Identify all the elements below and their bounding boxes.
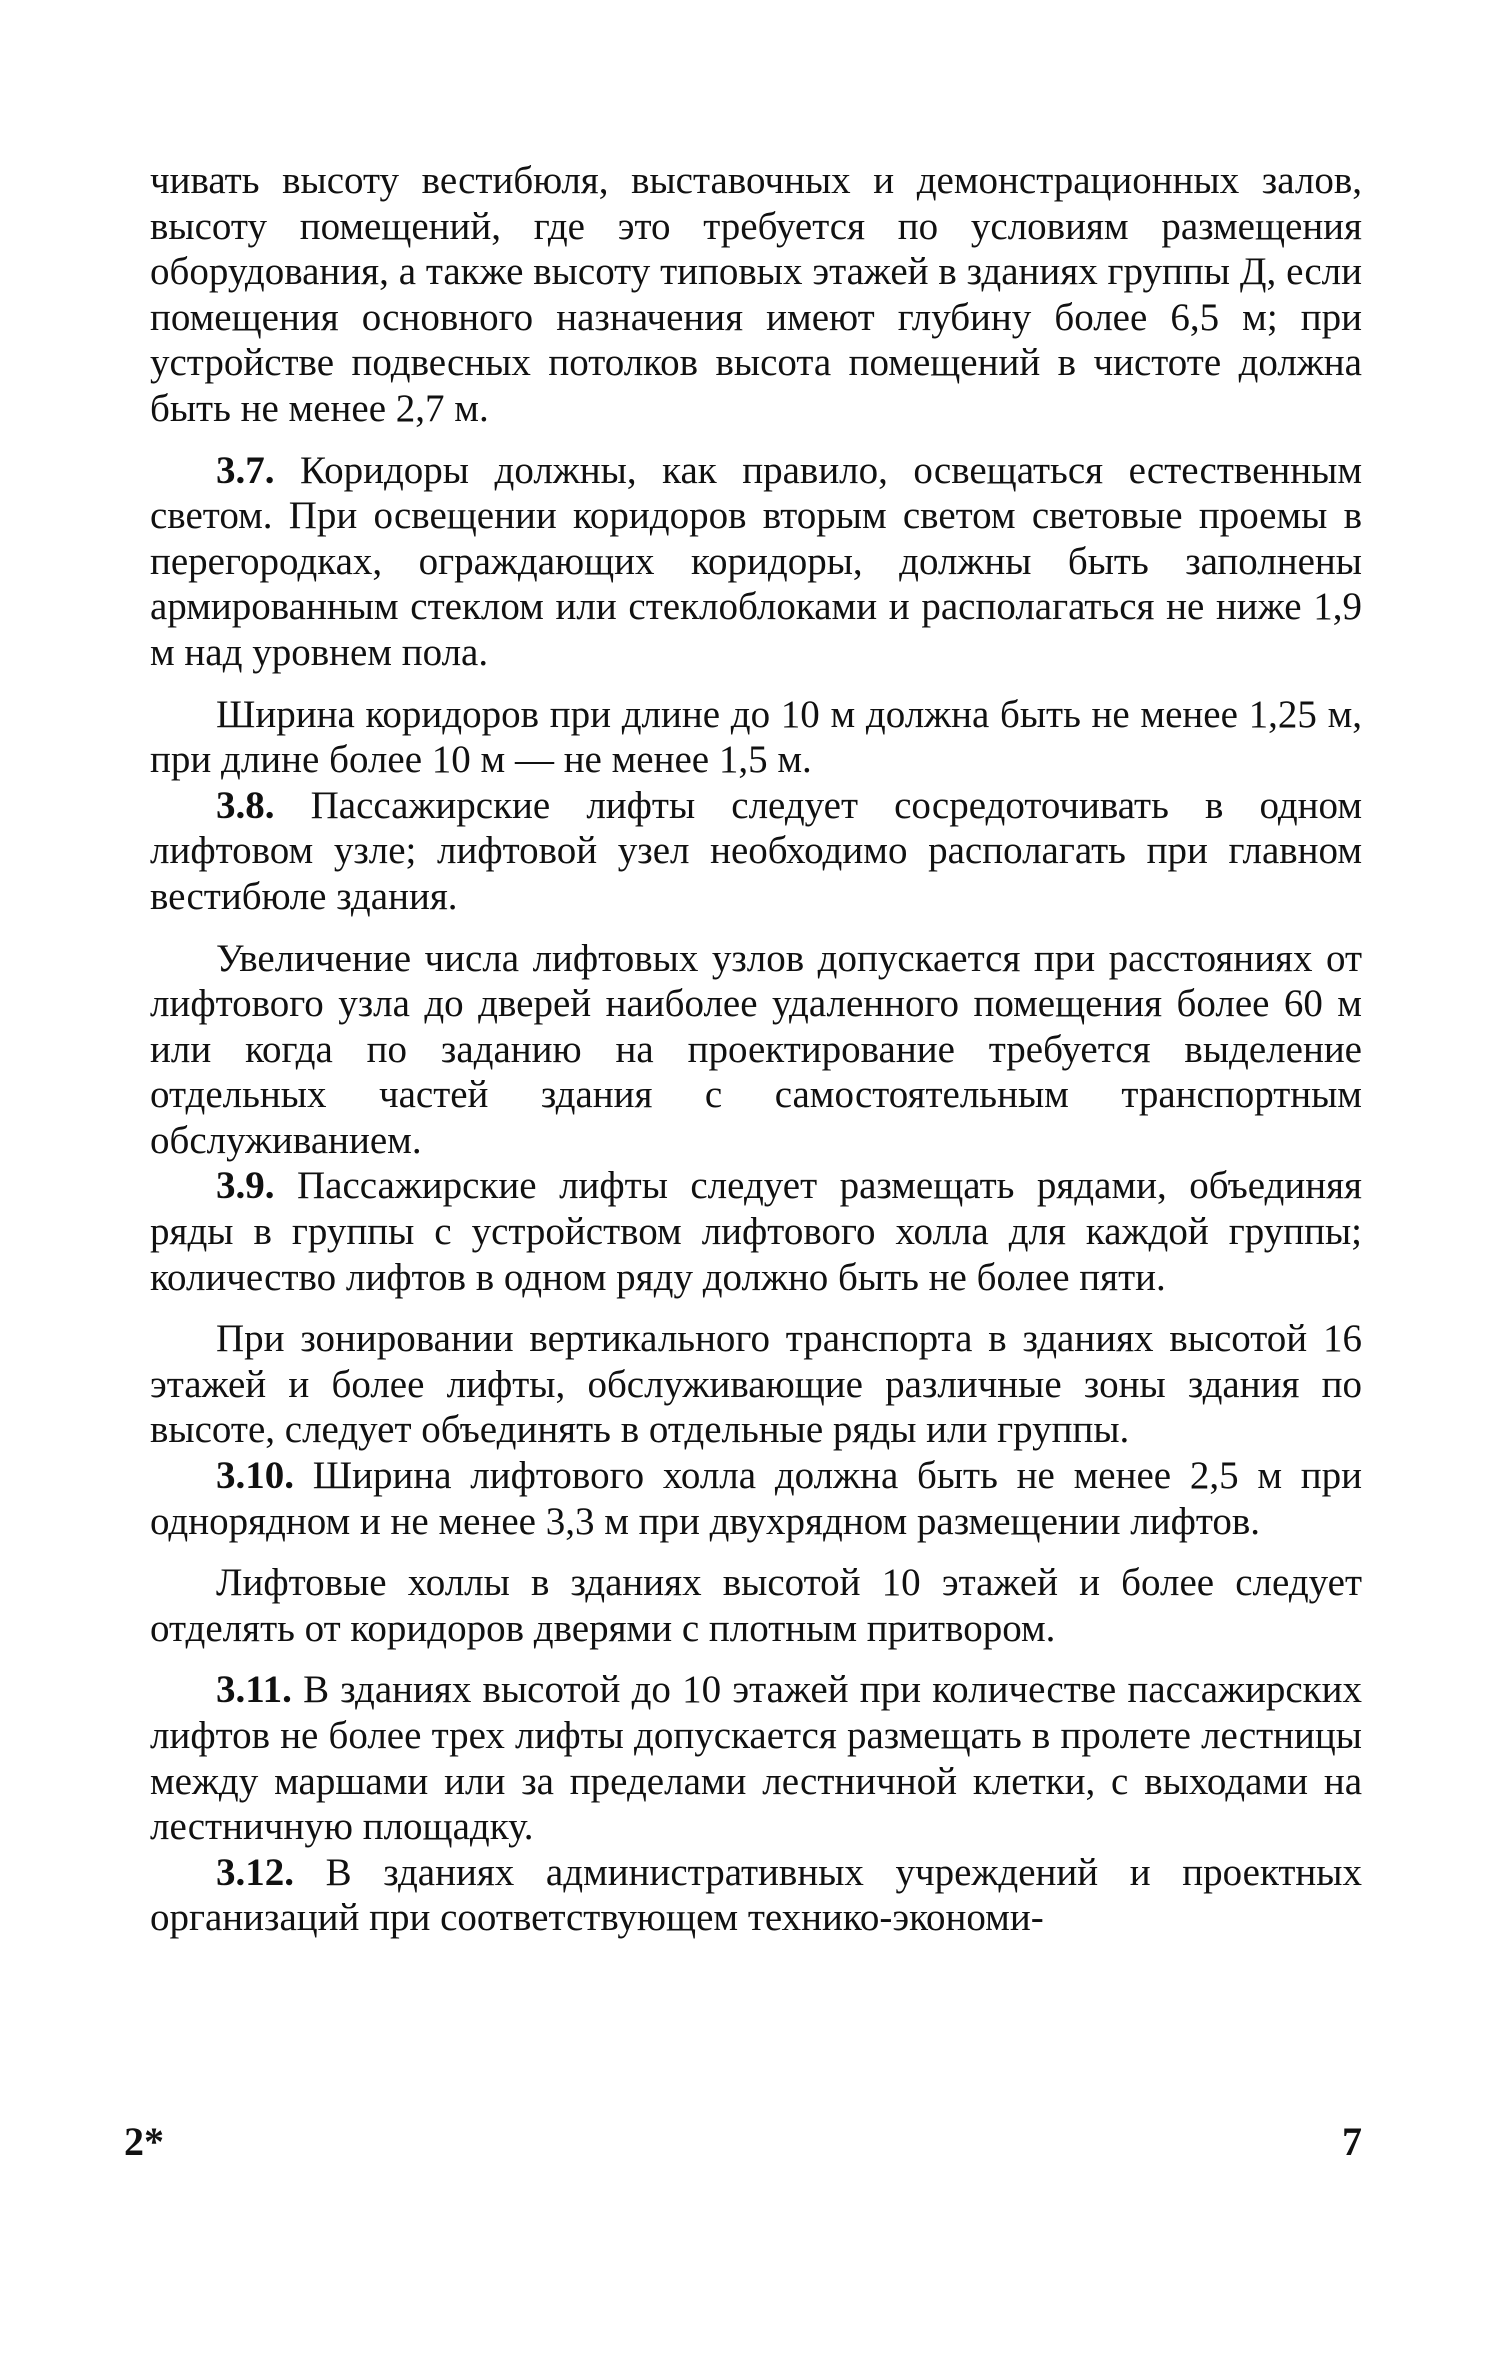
paragraph-vertical-zoning (150, 1316, 1362, 1453)
document-page (150, 158, 1362, 1941)
paragraph-elevator-halls (150, 1560, 1362, 1651)
paragraph-text: Ширина коридоров при длине до 10 м должна быть не менее 1,25 м, при длине более 10 м — не менее 1,5 м. (150, 692, 1362, 782)
clause-number: 3.7. (216, 448, 275, 492)
clause-number: 3.12. (216, 1850, 294, 1894)
paragraph-text: В зданиях высотой до 10 этажей при количестве пассажирских лифтов не более трех лифты допускается размещать в пролете лестницы между маршами или за пределами лестничной клетки, с выходами на лестничную площадку. (150, 1668, 1362, 1849)
clause-3-10 (150, 1453, 1362, 1544)
clause-3-9 (150, 1163, 1362, 1300)
paragraph-text: Пассажирские лифты следует размещать рядами, объединяя ряды в группы с устройством лифтового холла для каждой группы; количество лифтов в одном ряду должно быть не более пяти. (150, 1164, 1362, 1299)
paragraph-text: Увеличение числа лифтовых узлов допускается при расстояниях от лифтового узла до дверей наиболее удаленного помещения более 60 м или когда по заданию на проектирование требуется выделение отдельных частей здания с самостоятельным транспортным обслуживанием. (150, 936, 1362, 1162)
paragraph-text: Коридоры должны, как правило, освещаться естественным светом. При освещении коридоров вторым светом световые проемы в перегородках, ограждающих коридоры, должны быть заполнены армированным стеклом или стеклоблоками и располагаться не ниже 1,9 м над уровнем пола. (150, 448, 1363, 674)
clause-3-7 (150, 448, 1362, 676)
signature-mark: 2* (124, 2119, 164, 2164)
page-number: 7 (1342, 2119, 1362, 2164)
clause-3-11 (150, 1667, 1362, 1849)
paragraph-text: Лифтовые холлы в зданиях высотой 10 этажей и более следует отделять от коридоров дверями с плотным притвором. (150, 1561, 1362, 1650)
paragraph-text: Пассажирские лифты следует сосредоточивать в одном лифтовом узле; лифтовой узел необходимо располагать при главном вестибюле здания. (150, 783, 1362, 918)
paragraph-elevator-nodes (150, 936, 1362, 1164)
clause-number: 3.10. (216, 1454, 294, 1498)
clause-3-8 (150, 783, 1362, 920)
paragraph-continuation (150, 158, 1362, 432)
clause-number: 3.11. (216, 1668, 292, 1712)
paragraph-text: В зданиях административных учреждений и проектных организаций при соответствующем технико-экономи- (150, 1850, 1362, 1940)
paragraph-text: При зонировании вертикального транспорта в зданиях высотой 16 этажей и более лифты, обслуживающие различные зоны здания по высоте, следует объединять в отдельные ряды или группы. (150, 1317, 1362, 1452)
clause-number: 3.8. (216, 783, 275, 827)
paragraph-text: Ширина лифтового холла должна быть не менее 2,5 м при однорядном и не менее 3,3 м при двухрядном размещении лифтов. (150, 1454, 1363, 1543)
clause-number: 3.9. (216, 1164, 275, 1208)
clause-3-12 (150, 1850, 1362, 1941)
paragraph-corridor-width (150, 692, 1362, 783)
paragraph-text: чивать высоту вестибюля, выставочных и демонстрационных залов, высоту помещений, где это требуется по условиям размещения оборудования, а также высоту типовых этажей в зданиях группы Д, если помещения основного назначения имеют глубину более 6,5 м; при устройстве подвесных потолков высота помещений в чистоте должна быть не менее 2,7 м. (150, 159, 1362, 430)
